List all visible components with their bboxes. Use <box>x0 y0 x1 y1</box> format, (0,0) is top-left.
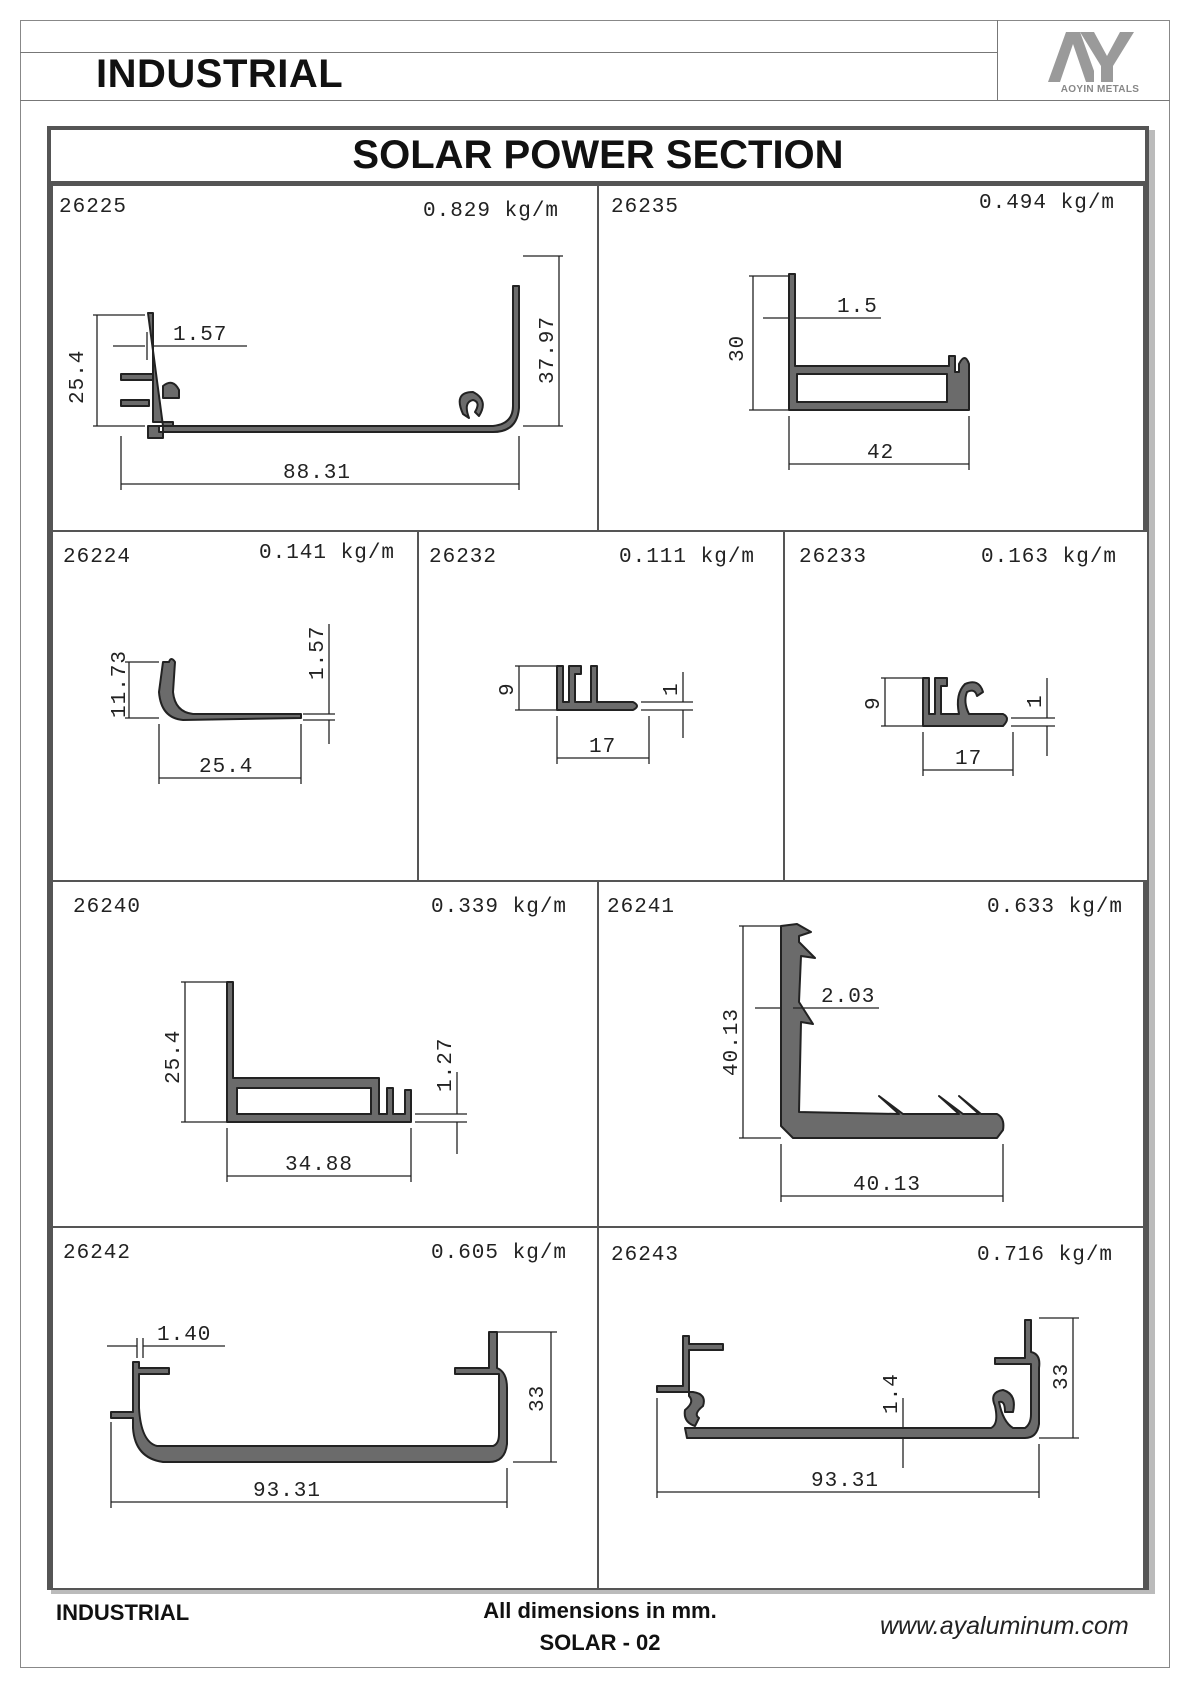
profile-code: 26225 <box>59 196 128 219</box>
profile-code: 26235 <box>611 196 680 219</box>
dim-label: 11.73 <box>109 649 132 718</box>
profile-weight: 0.111 kg/m <box>619 546 756 569</box>
dim-label: 9 <box>863 696 886 710</box>
profile-drawing-26243 <box>599 1228 1147 1592</box>
profile-weight: 0.633 kg/m <box>987 896 1124 919</box>
profile-code: 26242 <box>63 1242 132 1265</box>
dim-label: 25.4 <box>163 1029 186 1084</box>
dim-label: 9 <box>497 682 520 696</box>
footer-website-link[interactable]: www.ayaluminum.com <box>880 1612 1129 1640</box>
footer-page-label: SOLAR - 02 <box>539 1630 661 1655</box>
footer-dimensions-note: All dimensions in mm. <box>483 1598 717 1623</box>
profile-drawing-26240 <box>53 882 601 1230</box>
profile-weight: 0.141 kg/m <box>259 542 396 565</box>
profile-weight: 0.829 kg/m <box>423 200 560 223</box>
profile-drawing-26241 <box>599 882 1147 1230</box>
dim-label: 37.97 <box>537 315 560 384</box>
dim-label: 1.27 <box>435 1037 458 1092</box>
dim-label: 40.13 <box>721 1007 744 1076</box>
dim-label: 1.57 <box>173 324 228 347</box>
profile-cell-26235 <box>597 184 1145 532</box>
profile-cell-26241 <box>597 880 1145 1228</box>
profile-weight: 0.716 kg/m <box>977 1244 1114 1267</box>
dim-label: 1.4 <box>881 1373 904 1414</box>
dim-label: 33 <box>527 1384 550 1412</box>
dim-label: 25.4 <box>67 349 90 404</box>
dim-label: 40.13 <box>853 1174 922 1197</box>
profile-cell-26224 <box>51 530 419 882</box>
ay-logo-mark-icon <box>1040 26 1160 86</box>
profile-drawing-26232 <box>419 532 787 884</box>
profile-weight: 0.339 kg/m <box>431 896 568 919</box>
profile-drawing-26235 <box>599 186 1147 534</box>
profile-code: 26240 <box>73 896 142 919</box>
profile-cell-26240 <box>51 880 599 1228</box>
profile-cell-26243 <box>597 1226 1145 1590</box>
profile-drawing-26224 <box>53 532 421 884</box>
dim-label: 1.57 <box>307 625 330 680</box>
dim-label: 17 <box>955 748 983 771</box>
dim-label: 1 <box>1025 694 1048 708</box>
dim-label: 93.31 <box>253 1480 322 1503</box>
dim-label: 93.31 <box>811 1470 880 1493</box>
profile-cell-26233 <box>783 530 1149 882</box>
dim-label: 88.31 <box>283 462 352 485</box>
profile-cell-26225 <box>51 184 599 532</box>
profile-weight: 0.494 kg/m <box>979 192 1116 215</box>
aoyin-metals-logo <box>1040 26 1160 98</box>
profile-code: 26224 <box>63 546 132 569</box>
page-category-title: INDUSTRIAL <box>96 52 344 96</box>
dim-label: 25.4 <box>199 756 254 779</box>
profile-weight: 0.163 kg/m <box>981 546 1118 569</box>
profile-code: 26232 <box>429 546 498 569</box>
logo-company-text: AOYIN METALS <box>1060 84 1140 95</box>
logo-divider <box>997 20 998 101</box>
profile-code: 26243 <box>611 1244 680 1267</box>
dim-label: 30 <box>727 334 750 362</box>
dim-label: 1 <box>661 682 684 696</box>
dim-label: 34.88 <box>285 1154 354 1177</box>
dim-label: 33 <box>1051 1362 1074 1390</box>
section-title: SOLAR POWER SECTION <box>51 130 1145 184</box>
profile-drawing-26233 <box>785 532 1151 884</box>
profile-cell-26232 <box>417 530 785 882</box>
profile-weight: 0.605 kg/m <box>431 1242 568 1265</box>
profile-drawing-26242 <box>53 1228 601 1592</box>
dim-label: 2.03 <box>821 986 876 1009</box>
dim-label: 1.40 <box>157 1324 212 1347</box>
dim-label: 1.5 <box>837 296 878 319</box>
dim-label: 17 <box>589 736 617 759</box>
profile-cell-26242 <box>51 1226 599 1590</box>
profile-code: 26233 <box>799 546 868 569</box>
profile-drawing-26225 <box>53 186 601 534</box>
footer-note <box>420 1595 780 1659</box>
profile-code: 26241 <box>607 896 676 919</box>
dim-label: 42 <box>867 442 895 465</box>
footer-category: INDUSTRIAL <box>56 1600 190 1625</box>
